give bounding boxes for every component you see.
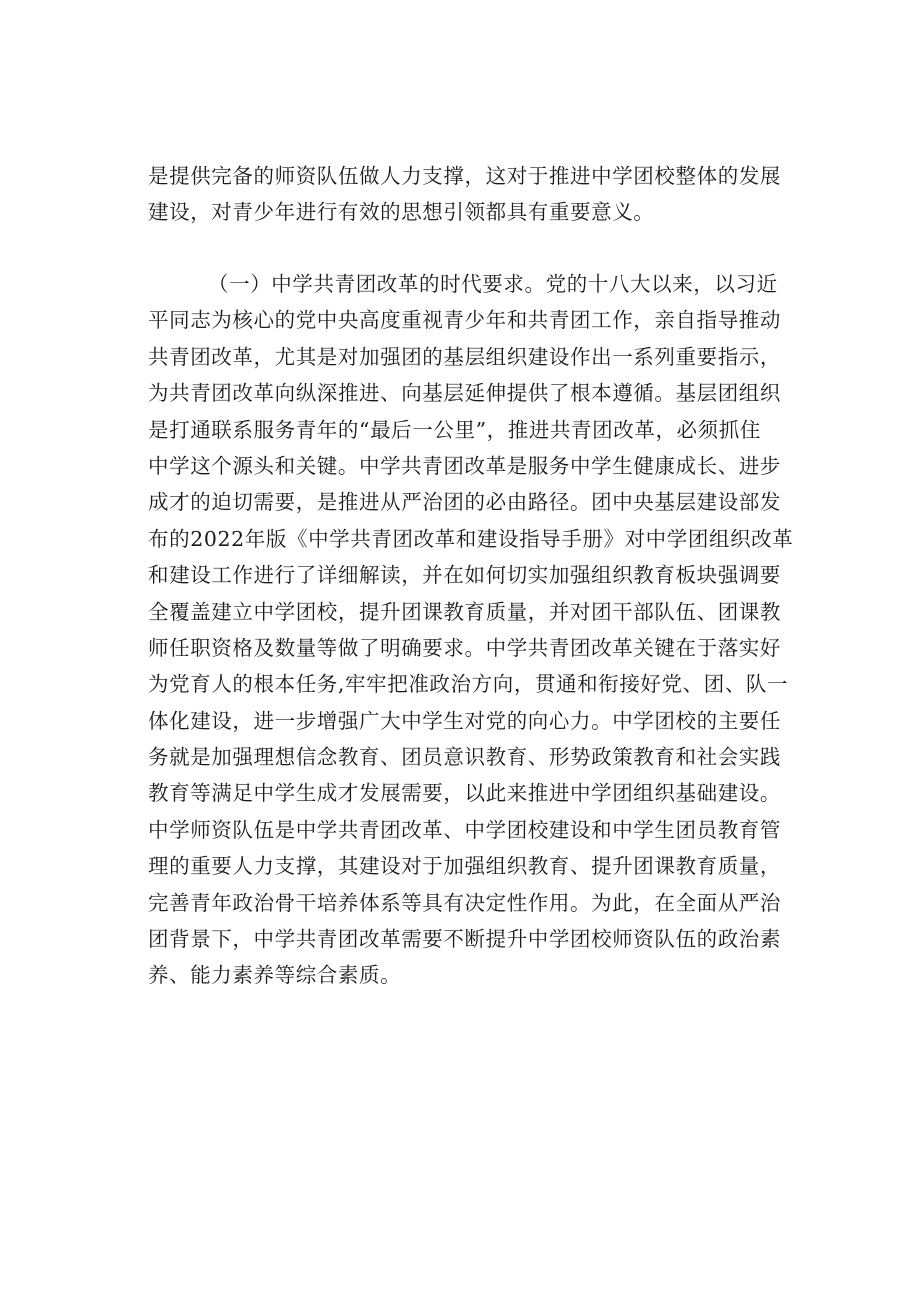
text-line: 师任职资格及数量等做了明确要求。中学共青团改革关键在于落实好 [148,635,781,660]
text-line: 中学师资队伍是中学共青团改革、中学团校建设和中学生团员教育管 [148,817,781,842]
text-line: 成才的迫切需要，是推进从严治团的必由路径。团中央基层建设部发 [148,490,781,515]
text-line: 建设，对青少年进行有效的思想引领都具有重要意义。 [148,200,655,225]
text-line: 平同志为核心的党中央高度重视青少年和共青团工作，亲自指导推动 [148,308,781,333]
text-line: 共青团改革，尤其是对加强团的基层组织建设作出一系列重要指示， [148,344,781,369]
text-line: 体化建设，进一步增强广大中学生对党的向心力。中学团校的主要任 [148,708,781,733]
text-line: 理的重要人力支撑，其建设对于加强组织教育、提升团课教育质量， [148,854,781,879]
text-line: 养、能力素养等综合素质。 [148,963,402,988]
text-line: 是提供完备的师资队伍做人力支撑，这对于推进中学团校整体的发展 [148,164,781,188]
text-line: 教育等满足中学生成才发展需要，以此来推进中学团组织基础建设。 [148,781,781,806]
text-line: 中学这个源头和关键。中学共青团改革是服务中学生健康成长、进步 [148,453,781,478]
text-line: 团背景下，中学共青团改革需要不断提升中学团校师资队伍的政治素 [148,927,781,952]
text-line: 全覆盖建立中学团校，提升团课教育质量，并对团干部队伍、团课教 [148,599,781,624]
continuation-paragraph [148,158,788,231]
text-line: 是打通联系服务青年的“最后一公里”，推进共青团改革，必须抓住 [148,417,761,442]
section-heading-line: （一）中学共青团改革的时代要求。党的十八大以来，以习近 [208,272,778,296]
text-line: 为党育人的根本任务,牢牢把准政治方向，贯通和衔接好党、团、队一 [148,672,789,697]
text-line: 布的2022年版《中学共青团改革和建设指导手册》对中学团组织改革 [148,526,794,551]
text-line: 为共青团改革向纵深推进、向基层延伸提供了根本遵循。基层团组织 [148,381,781,406]
section-paragraph [148,266,794,994]
text-line: 务就是加强理想信念教育、团员意识教育、形势政策教育和社会实践 [148,745,781,770]
text-line: 完善青年政治骨干培养体系等具有决定性作用。为此，在全面从严治 [148,890,781,915]
text-line: 和建设工作进行了详细解读，并在如何切实加强组织教育板块强调要 [148,563,781,588]
